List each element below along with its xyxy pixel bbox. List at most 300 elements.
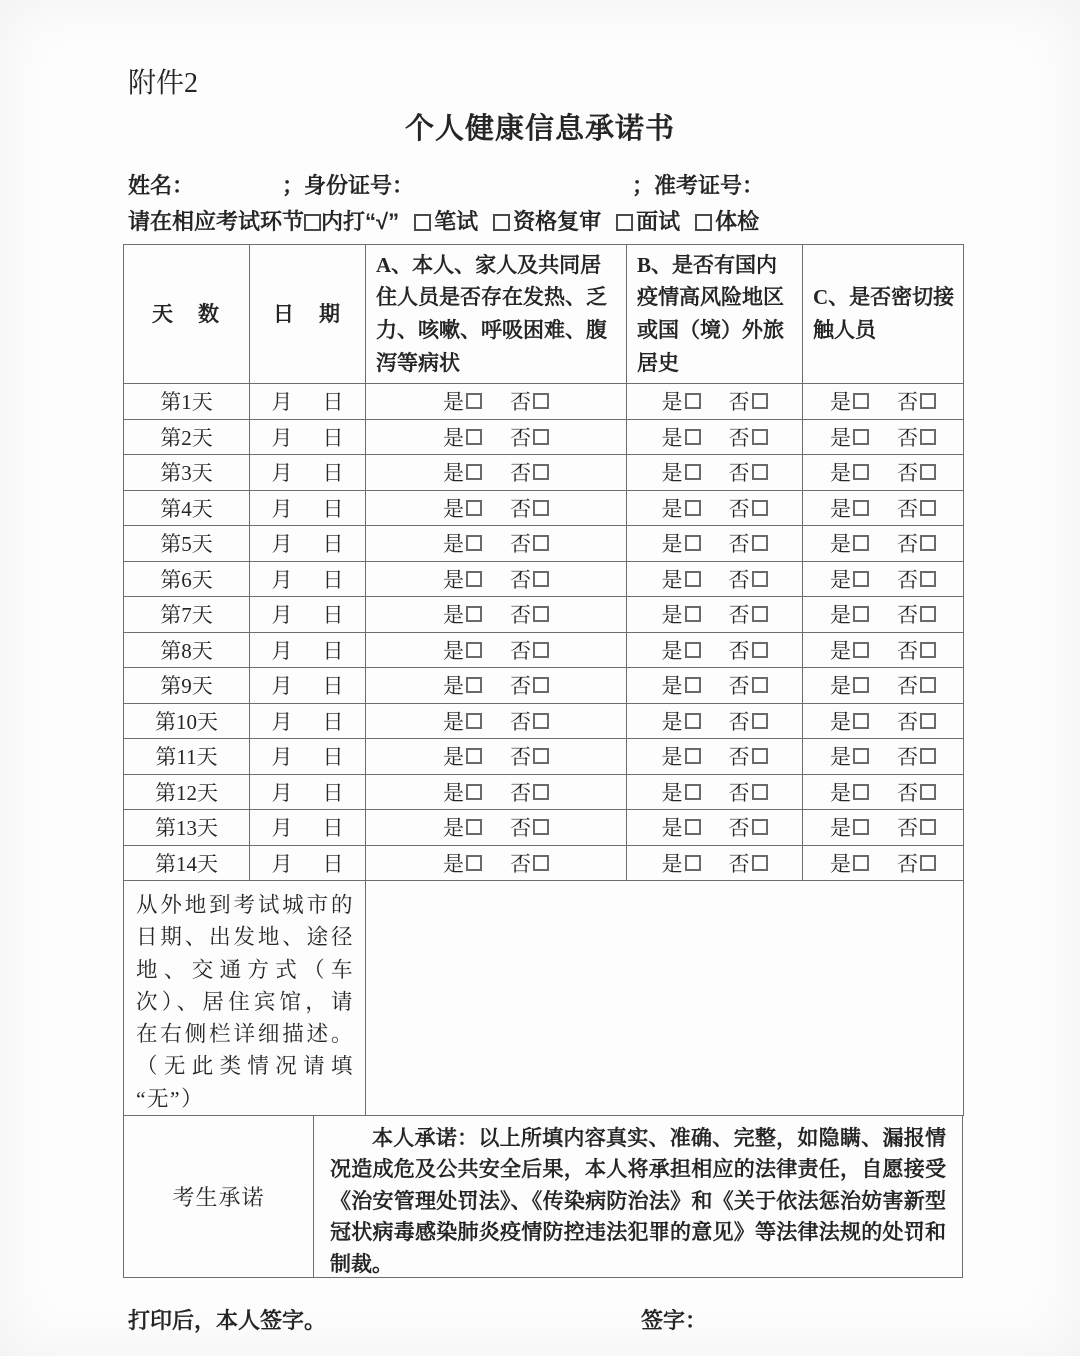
month-label: 月 (271, 674, 293, 699)
no-label: 否 (897, 567, 918, 592)
yesno-cell-c (803, 774, 964, 810)
yes-checkbox-icon[interactable] (685, 429, 701, 445)
yes-label: 是 (443, 567, 464, 592)
yes-checkbox-icon[interactable] (466, 642, 482, 658)
yes-label: 是 (830, 851, 851, 876)
exam-stage-instruction (128, 208, 1080, 236)
yes-label: 是 (443, 638, 464, 663)
instruction-suffix: 内打“√” (321, 209, 400, 235)
yesno-cell-a (366, 739, 627, 775)
no-option (729, 848, 768, 878)
no-option (510, 741, 549, 771)
yes-label: 是 (661, 638, 683, 663)
yes-option (830, 422, 869, 452)
yesno-cell-a (366, 419, 627, 455)
instruction-prefix: 请在相应考试环节 (128, 209, 305, 235)
no-checkbox-icon[interactable] (920, 855, 936, 871)
date-label: 日 (322, 674, 344, 699)
yes-option (830, 599, 869, 629)
no-label: 否 (510, 638, 531, 663)
yes-option (662, 848, 701, 878)
yesno-cell-b (627, 810, 803, 846)
no-checkbox-icon[interactable] (533, 748, 549, 764)
no-label: 否 (510, 496, 531, 521)
exam-option (493, 209, 601, 234)
yes-option (830, 564, 869, 594)
no-label: 否 (510, 425, 531, 450)
month-label: 月 (271, 638, 293, 663)
no-option (897, 635, 936, 665)
yes-checkbox-icon[interactable] (466, 429, 482, 445)
column-header-date: 日 期 (250, 244, 366, 383)
date-label: 日 (322, 603, 344, 628)
yesno-cell-a (366, 774, 627, 810)
no-checkbox-icon[interactable] (533, 464, 549, 480)
yes-option (443, 528, 482, 558)
column-header-travel-history: B、是否有国内疫情高风险地区或国（境）外旅居史 (627, 244, 803, 383)
month-label: 月 (271, 851, 293, 876)
yes-checkbox-icon[interactable] (685, 606, 701, 622)
commitment-row (123, 1116, 963, 1278)
print-note: 打印后，本人签字。 (128, 1307, 327, 1333)
yes-label: 是 (661, 532, 683, 557)
yes-label: 是 (443, 816, 464, 841)
no-label: 否 (510, 780, 531, 805)
month-label: 月 (271, 567, 293, 592)
day-row (124, 703, 964, 739)
no-option (729, 386, 768, 416)
no-checkbox-icon[interactable] (920, 535, 936, 551)
no-label: 否 (728, 674, 750, 699)
yes-label: 是 (443, 603, 464, 628)
yes-label: 是 (661, 425, 683, 450)
no-checkbox-icon[interactable] (920, 642, 936, 658)
month-label: 月 (271, 816, 293, 841)
no-option (510, 812, 549, 842)
yes-checkbox-icon[interactable] (685, 393, 701, 409)
no-checkbox-icon[interactable] (533, 571, 549, 587)
yes-checkbox-icon[interactable] (685, 819, 701, 835)
no-label: 否 (897, 780, 918, 805)
month-label: 月 (271, 709, 293, 734)
no-checkbox-icon[interactable] (752, 464, 768, 480)
yes-checkbox-icon[interactable] (466, 713, 482, 729)
yesno-cell-b (627, 455, 803, 491)
date-cell[interactable] (250, 384, 366, 420)
day-cell: 第10天 (124, 703, 250, 739)
yes-option (443, 670, 482, 700)
day-row (124, 384, 964, 420)
yes-checkbox-icon[interactable] (466, 677, 482, 693)
no-label: 否 (510, 816, 531, 841)
yes-checkbox-icon[interactable] (853, 429, 869, 445)
date-cell[interactable] (250, 419, 366, 455)
no-option (510, 848, 549, 878)
no-option (897, 386, 936, 416)
yes-checkbox-icon[interactable] (685, 464, 701, 480)
no-label: 否 (510, 674, 531, 699)
yes-checkbox-icon[interactable] (853, 855, 869, 871)
day-cell: 第14天 (124, 845, 250, 881)
identity-line (128, 172, 1080, 200)
yes-checkbox-icon[interactable] (685, 784, 701, 800)
yesno-cell-c (803, 419, 964, 455)
yes-label: 是 (443, 780, 464, 805)
yes-checkbox-icon[interactable] (853, 784, 869, 800)
yes-option (830, 777, 869, 807)
no-checkbox-icon[interactable] (920, 464, 936, 480)
date-cell[interactable] (250, 632, 366, 668)
no-option (897, 741, 936, 771)
yes-checkbox-icon[interactable] (466, 819, 482, 835)
id-field-label: ；身份证号： (282, 172, 415, 198)
yesno-cell-a (366, 668, 627, 704)
date-cell[interactable] (250, 526, 366, 562)
date-cell[interactable] (250, 455, 366, 491)
travel-info-row (124, 881, 964, 1116)
yes-option (662, 635, 701, 665)
name-field-label: 姓名： (128, 172, 195, 198)
no-label: 否 (510, 390, 531, 415)
yes-option (443, 741, 482, 771)
yesno-cell-c (803, 810, 964, 846)
yes-label: 是 (661, 709, 683, 734)
yes-option (443, 599, 482, 629)
yes-checkbox-icon[interactable] (466, 464, 482, 480)
yes-checkbox-icon[interactable] (853, 464, 869, 480)
checkbox-icon[interactable] (493, 214, 510, 231)
no-option (510, 777, 549, 807)
no-checkbox-icon[interactable] (920, 819, 936, 835)
yesno-cell-a (366, 845, 627, 881)
day-row (124, 526, 964, 562)
no-checkbox-icon[interactable] (920, 677, 936, 693)
yes-checkbox-icon[interactable] (466, 748, 482, 764)
yes-option (830, 670, 869, 700)
date-cell[interactable] (250, 739, 366, 775)
no-label: 否 (510, 567, 531, 592)
date-label: 日 (322, 425, 344, 450)
yes-checkbox-icon[interactable] (853, 677, 869, 693)
commitment-label: 考生承诺 (124, 1116, 314, 1277)
no-checkbox-icon[interactable] (920, 500, 936, 516)
no-checkbox-icon[interactable] (533, 677, 549, 693)
no-checkbox-icon[interactable] (533, 819, 549, 835)
no-option (729, 706, 768, 736)
no-checkbox-icon[interactable] (533, 500, 549, 516)
checkbox-icon[interactable] (414, 214, 431, 231)
yesno-cell-a (366, 455, 627, 491)
no-label: 否 (897, 745, 918, 770)
yes-checkbox-icon[interactable] (685, 500, 701, 516)
no-label: 否 (897, 425, 918, 450)
no-option (510, 386, 549, 416)
no-option (897, 457, 936, 487)
yes-option (830, 706, 869, 736)
no-option (897, 777, 936, 807)
yes-checkbox-icon[interactable] (466, 535, 482, 551)
yes-label: 是 (661, 745, 683, 770)
yes-option (443, 635, 482, 665)
yes-label: 是 (443, 745, 464, 770)
no-label: 否 (897, 816, 918, 841)
no-label: 否 (728, 816, 750, 841)
yes-checkbox-icon[interactable] (466, 500, 482, 516)
yes-label: 是 (661, 567, 683, 592)
yes-checkbox-icon[interactable] (853, 819, 869, 835)
no-option (897, 422, 936, 452)
month-label: 月 (271, 390, 293, 415)
yes-checkbox-icon[interactable] (466, 393, 482, 409)
yes-option (662, 564, 701, 594)
yes-checkbox-icon[interactable] (853, 571, 869, 587)
checkbox-icon[interactable] (616, 214, 633, 231)
no-checkbox-icon[interactable] (533, 642, 549, 658)
yes-option (443, 386, 482, 416)
no-checkbox-icon[interactable] (920, 784, 936, 800)
yesno-cell-c (803, 561, 964, 597)
no-option (510, 457, 549, 487)
yes-label: 是 (443, 425, 464, 450)
date-cell[interactable] (250, 490, 366, 526)
yes-label: 是 (830, 425, 851, 450)
day-cell: 第11天 (124, 739, 250, 775)
date-cell[interactable] (250, 561, 366, 597)
day-row (124, 490, 964, 526)
yes-checkbox-icon[interactable] (466, 571, 482, 587)
yesno-cell-b (627, 845, 803, 881)
date-cell[interactable] (250, 774, 366, 810)
day-cell: 第13天 (124, 810, 250, 846)
day-row (124, 561, 964, 597)
date-label: 日 (322, 638, 344, 663)
yes-label: 是 (443, 461, 464, 486)
day-cell: 第7天 (124, 597, 250, 633)
yes-label: 是 (661, 461, 683, 486)
yes-checkbox-icon[interactable] (685, 855, 701, 871)
no-label: 否 (510, 532, 531, 557)
yesno-cell-c (803, 455, 964, 491)
yesno-cell-b (627, 668, 803, 704)
yes-label: 是 (661, 674, 683, 699)
no-checkbox-icon[interactable] (533, 855, 549, 871)
yes-option (443, 457, 482, 487)
day-row (124, 632, 964, 668)
day-cell: 第12天 (124, 774, 250, 810)
yes-checkbox-icon[interactable] (853, 500, 869, 516)
yesno-cell-c (803, 845, 964, 881)
no-label: 否 (728, 567, 750, 592)
checkbox-icon[interactable] (304, 214, 321, 231)
yesno-cell-b (627, 490, 803, 526)
yes-checkbox-icon[interactable] (853, 642, 869, 658)
yes-label: 是 (443, 851, 464, 876)
no-option (729, 670, 768, 700)
no-checkbox-icon[interactable] (752, 393, 768, 409)
no-checkbox-icon[interactable] (752, 606, 768, 622)
date-cell[interactable] (250, 597, 366, 633)
day-cell: 第2天 (124, 419, 250, 455)
yes-option (662, 386, 701, 416)
no-checkbox-icon[interactable] (920, 393, 936, 409)
no-checkbox-icon[interactable] (920, 571, 936, 587)
yes-label: 是 (830, 745, 851, 770)
no-option (897, 493, 936, 523)
yes-checkbox-icon[interactable] (853, 748, 869, 764)
yes-option (830, 812, 869, 842)
travel-note-cell: 从外地到考试城市的日期、出发地、途径地、交通方式（车次）、居住宾馆，请在右侧栏详细描述。（无此类情况请填“无”） (124, 881, 366, 1116)
yesno-cell-b (627, 384, 803, 420)
day-cell: 第9天 (124, 668, 250, 704)
yes-option (443, 848, 482, 878)
no-label: 否 (728, 603, 750, 628)
yesno-cell-c (803, 632, 964, 668)
yes-checkbox-icon[interactable] (685, 571, 701, 587)
no-checkbox-icon[interactable] (752, 535, 768, 551)
yes-label: 是 (443, 532, 464, 557)
date-cell[interactable] (250, 703, 366, 739)
no-checkbox-icon[interactable] (752, 748, 768, 764)
yesno-cell-c (803, 597, 964, 633)
yes-checkbox-icon[interactable] (685, 642, 701, 658)
no-checkbox-icon[interactable] (752, 677, 768, 693)
month-label: 月 (271, 603, 293, 628)
date-label: 日 (322, 780, 344, 805)
yes-checkbox-icon[interactable] (853, 713, 869, 729)
yes-checkbox-icon[interactable] (685, 535, 701, 551)
no-checkbox-icon[interactable] (752, 429, 768, 445)
no-checkbox-icon[interactable] (533, 784, 549, 800)
yes-checkbox-icon[interactable] (853, 393, 869, 409)
date-cell[interactable] (250, 845, 366, 881)
date-label: 日 (322, 745, 344, 770)
yes-checkbox-icon[interactable] (853, 606, 869, 622)
yes-checkbox-icon[interactable] (685, 677, 701, 693)
no-checkbox-icon[interactable] (752, 713, 768, 729)
yes-label: 是 (830, 532, 851, 557)
day-cell: 第5天 (124, 526, 250, 562)
no-option (729, 564, 768, 594)
no-option (729, 741, 768, 771)
yes-label: 是 (661, 603, 683, 628)
no-checkbox-icon[interactable] (533, 713, 549, 729)
daily-rows (124, 384, 964, 881)
yes-checkbox-icon[interactable] (466, 606, 482, 622)
no-label: 否 (728, 496, 750, 521)
no-option (510, 635, 549, 665)
yes-label: 是 (830, 709, 851, 734)
yes-checkbox-icon[interactable] (853, 535, 869, 551)
no-option (510, 422, 549, 452)
day-row (124, 774, 964, 810)
yes-checkbox-icon[interactable] (466, 784, 482, 800)
yesno-cell-b (627, 774, 803, 810)
day-cell: 第3天 (124, 455, 250, 491)
no-checkbox-icon[interactable] (752, 784, 768, 800)
yesno-cell-c (803, 490, 964, 526)
yesno-cell-b (627, 703, 803, 739)
no-label: 否 (728, 780, 750, 805)
day-row (124, 845, 964, 881)
yes-option (443, 706, 482, 736)
yes-checkbox-icon[interactable] (685, 713, 701, 729)
date-label: 日 (322, 390, 344, 415)
no-option (729, 528, 768, 558)
no-checkbox-icon[interactable] (752, 500, 768, 516)
no-label: 否 (510, 603, 531, 628)
day-row (124, 810, 964, 846)
no-label: 否 (897, 638, 918, 663)
yes-option (662, 422, 701, 452)
yes-checkbox-icon[interactable] (685, 748, 701, 764)
travel-details-blank-cell[interactable] (366, 881, 964, 1116)
no-label: 否 (510, 709, 531, 734)
yes-label: 是 (661, 390, 683, 415)
no-checkbox-icon[interactable] (533, 606, 549, 622)
date-cell[interactable] (250, 668, 366, 704)
no-option (510, 599, 549, 629)
exam-options (399, 209, 759, 234)
yes-option (662, 777, 701, 807)
day-cell: 第6天 (124, 561, 250, 597)
yesno-cell-b (627, 561, 803, 597)
date-label: 日 (322, 567, 344, 592)
no-checkbox-icon[interactable] (920, 429, 936, 445)
no-option (729, 635, 768, 665)
exam-option (414, 209, 478, 234)
day-cell: 第4天 (124, 490, 250, 526)
day-row (124, 419, 964, 455)
no-label: 否 (897, 851, 918, 876)
no-label: 否 (897, 603, 918, 628)
yes-option (443, 812, 482, 842)
attachment-label: 附件2 (128, 68, 199, 99)
yesno-cell-c (803, 668, 964, 704)
no-option (897, 670, 936, 700)
no-option (510, 493, 549, 523)
yes-option (662, 706, 701, 736)
yes-option (830, 741, 869, 771)
no-checkbox-icon[interactable] (752, 855, 768, 871)
no-label: 否 (728, 425, 750, 450)
no-label: 否 (728, 709, 750, 734)
yes-label: 是 (830, 638, 851, 663)
yes-option (662, 741, 701, 771)
no-checkbox-icon[interactable] (920, 606, 936, 622)
checkbox-icon[interactable] (695, 214, 712, 231)
yes-option (443, 777, 482, 807)
date-cell[interactable] (250, 810, 366, 846)
signature-label: 签字： (641, 1307, 708, 1333)
no-checkbox-icon[interactable] (533, 535, 549, 551)
no-checkbox-icon[interactable] (533, 393, 549, 409)
yesno-cell-a (366, 490, 627, 526)
no-checkbox-icon[interactable] (752, 571, 768, 587)
no-label: 否 (897, 709, 918, 734)
yesno-cell-a (366, 384, 627, 420)
yes-option (443, 422, 482, 452)
no-checkbox-icon[interactable] (752, 642, 768, 658)
yesno-cell-b (627, 597, 803, 633)
no-checkbox-icon[interactable] (533, 429, 549, 445)
yes-label: 是 (830, 603, 851, 628)
no-checkbox-icon[interactable] (752, 819, 768, 835)
no-checkbox-icon[interactable] (920, 748, 936, 764)
yesno-cell-a (366, 810, 627, 846)
no-label: 否 (728, 461, 750, 486)
no-checkbox-icon[interactable] (920, 713, 936, 729)
yes-checkbox-icon[interactable] (466, 855, 482, 871)
